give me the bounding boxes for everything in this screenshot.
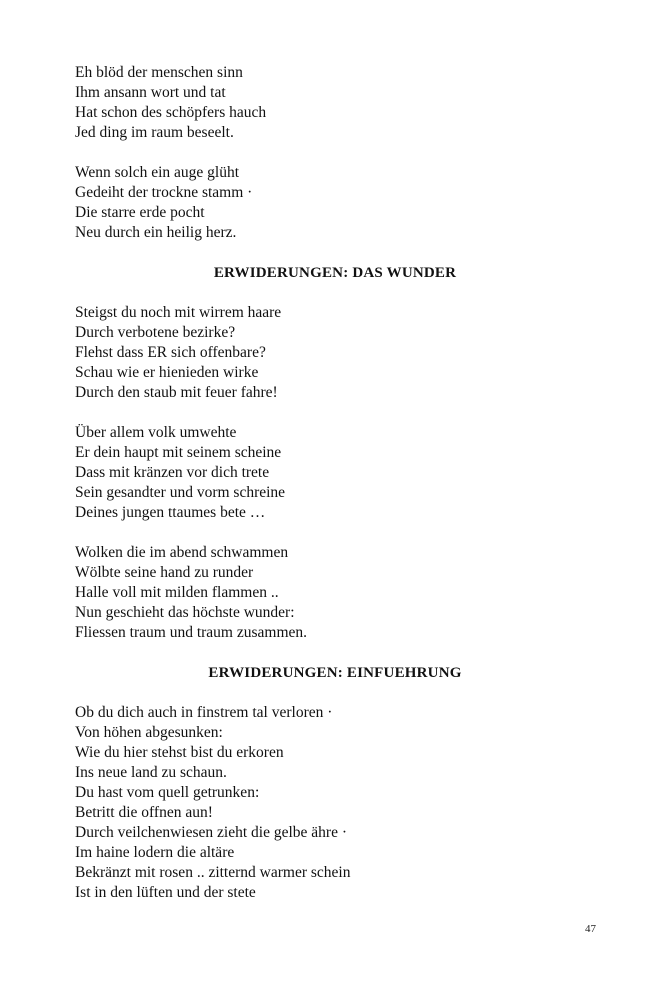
verse-line: Du hast vom quell getrunken:: [75, 784, 260, 801]
verse-line: Ob du dich auch in finstrem tal verloren ·: [75, 704, 333, 721]
stanza-gap: [75, 243, 595, 263]
verse-line: Die starre erde pocht: [75, 204, 205, 221]
verse-line: Hat schon des schöpfers hauch: [75, 104, 267, 121]
verse-line: Schau wie er hienieden wirke: [75, 364, 259, 381]
page-content: [75, 63, 595, 903]
verse-line: Bekränzt mit rosen .. zitternd warmer schein: [75, 864, 351, 881]
verse-line: Ist in den lüften und der stete: [75, 884, 256, 901]
verse-line: Er dein haupt mit seinem scheine: [75, 444, 282, 461]
verse-line: Nun geschieht das höchste wunder:: [75, 604, 295, 621]
stanza-gap: [75, 143, 595, 163]
verse-line: Deines jungen ttaumes bete …: [75, 504, 266, 521]
verse-line: Sein gesandter und vorm schreine: [75, 484, 286, 501]
verse-line: Wolken die im abend schwammen: [75, 544, 289, 561]
verse-line: Von höhen abgesunken:: [75, 724, 223, 741]
verse-line: Flehst dass ER sich offenbare?: [75, 344, 266, 361]
verse-line: Durch verbotene bezirke?: [75, 324, 236, 341]
verse-line: Steigst du noch mit wirrem haare: [75, 304, 282, 321]
verse-line: Jed ding im raum beseelt.: [75, 124, 234, 141]
verse-line: Wenn solch ein auge glüht: [75, 164, 240, 181]
page-number: 47: [585, 923, 596, 935]
verse-line: Neu durch ein heilig herz.: [75, 224, 237, 241]
stanza: [75, 703, 595, 903]
section-title-wunder: ERWIDERUNGEN: DAS WUNDER: [213, 265, 457, 281]
verse-line: Betritt die offnen aun!: [75, 804, 213, 821]
section-title-einfuehrung: ERWIDERUNGEN: EINFUEHRUNG: [208, 665, 462, 681]
stanza-gap: [75, 283, 595, 303]
verse-line: Im haine lodern die altäre: [75, 844, 235, 861]
stanza: [75, 303, 595, 403]
verse-line: Durch veilchenwiesen zieht die gelbe ähre ·: [75, 824, 347, 841]
stanza: [75, 63, 595, 143]
verse-line: Über allem volk umwehte: [75, 424, 237, 441]
verse-line: Wie du hier stehst bist du erkoren: [75, 744, 284, 761]
stanza-gap: [75, 403, 595, 423]
verse-line: Halle voll mit milden flammen ..: [75, 584, 279, 601]
verse-line: Ihm ansann wort und tat: [75, 84, 226, 101]
verse-line: Fliessen traum und traum zusammen.: [75, 624, 308, 641]
verse-line: Eh blöd der menschen sinn: [75, 64, 243, 81]
stanza: [75, 163, 595, 243]
stanza-gap: [75, 643, 595, 663]
stanza: [75, 543, 595, 643]
verse-line: Dass mit kränzen vor dich trete: [75, 464, 270, 481]
verse-line: Wölbte seine hand zu runder: [75, 564, 254, 581]
verse-line: Ins neue land zu schaun.: [75, 764, 227, 781]
stanza-gap: [75, 683, 595, 703]
verse-line: Gedeiht der trockne stamm ·: [75, 184, 253, 201]
verse-line: Durch den staub mit feuer fahre!: [75, 384, 278, 401]
stanza: [75, 423, 595, 523]
stanza-gap: [75, 523, 595, 543]
